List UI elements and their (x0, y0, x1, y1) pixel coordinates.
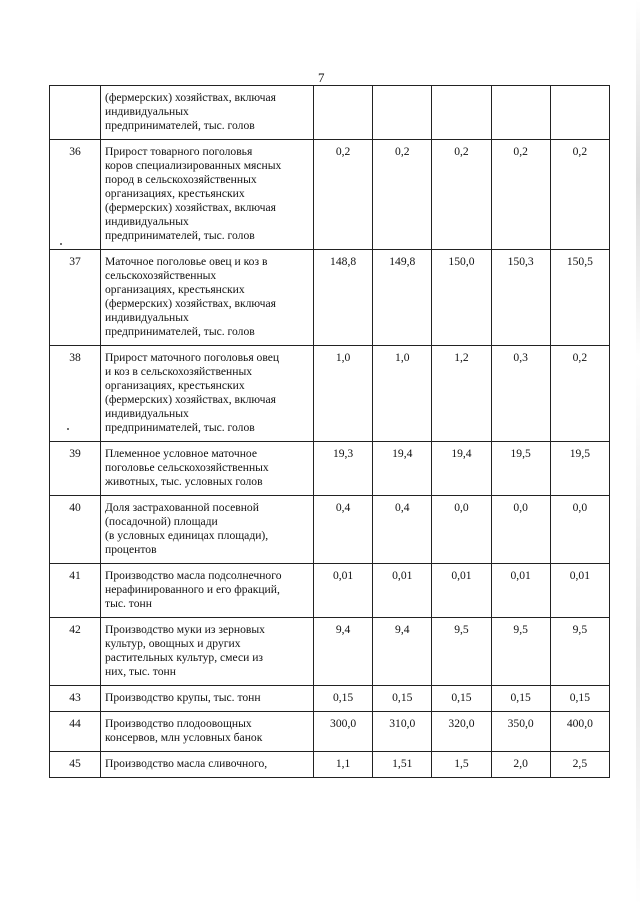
value-cell-year-5: 0,0 (550, 496, 609, 564)
indicator-name-cell: Производство крупы, тыс. тонн (101, 686, 314, 712)
row-number-cell: 36 (50, 140, 101, 250)
value-cell-year-2: 9,4 (373, 618, 432, 686)
value-cell-year-4: 0,0 (491, 496, 550, 564)
value-cell-year-4 (491, 86, 550, 140)
value-cell-year-5: 0,15 (550, 686, 609, 712)
value-cell-year-3: 0,2 (432, 140, 491, 250)
value-cell-year-1: 0,01 (314, 564, 373, 618)
row-number-cell: 39 (50, 442, 101, 496)
value-cell-year-3: 1,2 (432, 346, 491, 442)
value-cell-year-5: 9,5 (550, 618, 609, 686)
value-cell-year-1: 1,1 (314, 752, 373, 778)
value-cell-year-4: 9,5 (491, 618, 550, 686)
page-number: 7 (318, 70, 325, 85)
value-cell-year-5: 150,5 (550, 250, 609, 346)
value-cell-year-1: 148,8 (314, 250, 373, 346)
value-cell-year-5: 2,5 (550, 752, 609, 778)
indicator-name-cell: Племенное условное маточное поголовье сельскохозяйственных животных, тыс. условных голов (101, 442, 314, 496)
value-cell-year-2: 0,15 (373, 686, 432, 712)
value-cell-year-5: 0,01 (550, 564, 609, 618)
value-cell-year-3: 150,0 (432, 250, 491, 346)
value-cell-year-5: 19,5 (550, 442, 609, 496)
value-cell-year-1: 1,0 (314, 346, 373, 442)
row-number-cell: 37 (50, 250, 101, 346)
value-cell-year-4: 0,01 (491, 564, 550, 618)
table-row (50, 752, 610, 778)
indicator-name-cell: Производство муки из зерновых культур, овощных и других растительных культур, смеси из них, тыс. тонн (101, 618, 314, 686)
value-cell-year-3: 19,4 (432, 442, 491, 496)
value-cell-year-1: 0,2 (314, 140, 373, 250)
value-cell-year-2: 1,51 (373, 752, 432, 778)
value-cell-year-3: 0,15 (432, 686, 491, 712)
row-number-cell: 44 (50, 712, 101, 752)
row-number-cell (50, 86, 101, 140)
indicator-name-cell: Прирост маточного поголовья овец и коз в сельскохозяйственных организациях, крестьянских (фермерских) хозяйствах, включая индивидуальных предпринимателей, тыс. голов (101, 346, 314, 442)
indicator-name-cell: Производство масла сливочного, (101, 752, 314, 778)
value-cell-year-5: 400,0 (550, 712, 609, 752)
value-cell-year-2: 1,0 (373, 346, 432, 442)
value-cell-year-2: 0,2 (373, 140, 432, 250)
table-row (50, 712, 610, 752)
table-row (50, 618, 610, 686)
table-row (50, 346, 610, 442)
value-cell-year-5: 0,2 (550, 140, 609, 250)
value-cell-year-4: 0,3 (491, 346, 550, 442)
value-cell-year-5: 0,2 (550, 346, 609, 442)
value-cell-year-2: 0,4 (373, 496, 432, 564)
value-cell-year-4: 19,5 (491, 442, 550, 496)
value-cell-year-3: 1,5 (432, 752, 491, 778)
table-row (50, 250, 610, 346)
indicator-name-cell: Маточное поголовье овец и коз в сельскохозяйственных организациях, крестьянских (фермерских) хозяйствах, включая индивидуальных предпринимателей, тыс. голов (101, 250, 314, 346)
indicator-table (49, 85, 610, 778)
table-row (50, 686, 610, 712)
value-cell-year-3: 0,0 (432, 496, 491, 564)
value-cell-year-1: 19,3 (314, 442, 373, 496)
indicator-name-cell: Производство плодоовощных консервов, млн условных банок (101, 712, 314, 752)
value-cell-year-4: 0,15 (491, 686, 550, 712)
value-cell-year-1 (314, 86, 373, 140)
value-cell-year-4: 2,0 (491, 752, 550, 778)
table-row (50, 140, 610, 250)
table-row (50, 564, 610, 618)
value-cell-year-4: 350,0 (491, 712, 550, 752)
row-number-cell: 41 (50, 564, 101, 618)
scan-edge-shadow (636, 0, 640, 905)
value-cell-year-2: 310,0 (373, 712, 432, 752)
value-cell-year-1: 0,15 (314, 686, 373, 712)
row-number-cell: 38 (50, 346, 101, 442)
indicator-name-cell: Прирост товарного поголовья коров специализированных мясных пород в сельскохозяйственных организациях, крестьянских (фермерских) хозяйствах, включая индивидуальных предпринимателей, тыс. голов (101, 140, 314, 250)
indicator-name-cell: Доля застрахованной посевной (посадочной) площади (в условных единицах площади), процентов (101, 496, 314, 564)
value-cell-year-1: 300,0 (314, 712, 373, 752)
table-row (50, 496, 610, 564)
row-number-cell: 42 (50, 618, 101, 686)
value-cell-year-1: 0,4 (314, 496, 373, 564)
value-cell-year-3: 0,01 (432, 564, 491, 618)
value-cell-year-3: 320,0 (432, 712, 491, 752)
row-number-cell: 43 (50, 686, 101, 712)
table-body (50, 86, 610, 778)
row-number-cell: 40 (50, 496, 101, 564)
row-number-cell: 45 (50, 752, 101, 778)
value-cell-year-2 (373, 86, 432, 140)
value-cell-year-2: 0,01 (373, 564, 432, 618)
indicator-name-cell: Производство масла подсолнечного нерафинированного и его фракций, тыс. тонн (101, 564, 314, 618)
table-row (50, 442, 610, 496)
value-cell-year-3: 9,5 (432, 618, 491, 686)
value-cell-year-1: 9,4 (314, 618, 373, 686)
table-row (50, 86, 610, 140)
value-cell-year-5 (550, 86, 609, 140)
value-cell-year-2: 19,4 (373, 442, 432, 496)
value-cell-year-4: 0,2 (491, 140, 550, 250)
value-cell-year-2: 149,8 (373, 250, 432, 346)
indicator-name-cell: (фермерских) хозяйствах, включая индивидуальных предпринимателей, тыс. голов (101, 86, 314, 140)
value-cell-year-3 (432, 86, 491, 140)
value-cell-year-4: 150,3 (491, 250, 550, 346)
